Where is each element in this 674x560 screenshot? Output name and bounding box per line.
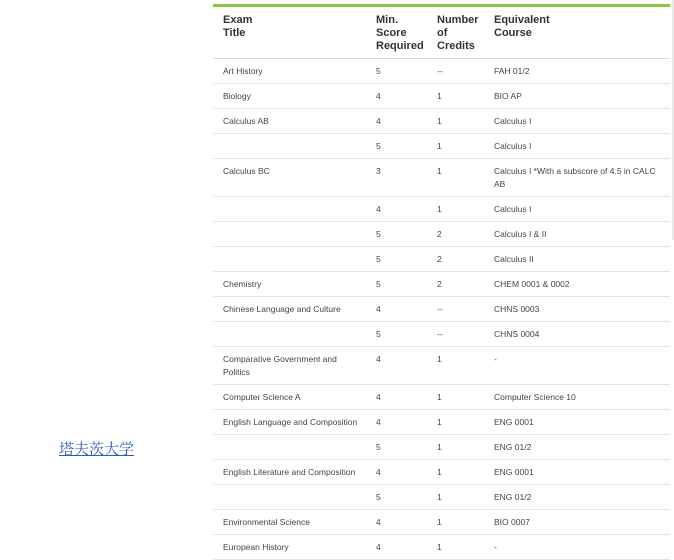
cell-min-score: 5 [366, 272, 427, 297]
table-row [213, 385, 670, 410]
cell-equivalent-course: Calculus I *With a subscore of 4.5 in CALC AB [484, 159, 670, 197]
cell-min-score: 5 [366, 322, 427, 347]
cell-credits: 1 [427, 84, 484, 109]
cell-credits: 1 [427, 485, 484, 510]
cell-equivalent-course: ENG 0001 [484, 410, 670, 435]
table-row [213, 247, 670, 272]
header-credits-line-1: Number [437, 14, 479, 26]
cell-exam-title: English Literature and Composition [213, 460, 366, 485]
cell-exam-title: Chemistry [213, 272, 366, 297]
cell-min-score: 5 [366, 222, 427, 247]
table-body [213, 59, 670, 560]
cell-equivalent-course: Calculus I [484, 109, 670, 134]
cell-min-score: 3 [366, 159, 427, 197]
cell-min-score: 4 [366, 197, 427, 222]
cell-exam-title: Environmental Science [213, 510, 366, 535]
cell-min-score: 4 [366, 460, 427, 485]
cell-min-score: 4 [366, 84, 427, 109]
cell-credits: 2 [427, 272, 484, 297]
table-row [213, 134, 670, 159]
cell-exam-title: Art History [213, 59, 366, 84]
cell-min-score: 4 [366, 385, 427, 410]
cell-exam-title: Computer Science A [213, 385, 366, 410]
cell-min-score: 4 [366, 109, 427, 134]
cell-exam-title [213, 134, 366, 159]
cell-equivalent-course: CHNS 0004 [484, 322, 670, 347]
cell-equivalent-course: ENG 01/2 [484, 485, 670, 510]
table-row [213, 322, 670, 347]
cell-credits: -- [427, 297, 484, 322]
cell-credits: 1 [427, 159, 484, 197]
cell-equivalent-course: ENG 01/2 [484, 435, 670, 460]
header-exam-title-line-1: Exam [223, 14, 253, 26]
header-min-score-line-1: Min. [376, 14, 398, 26]
cell-min-score: 4 [366, 297, 427, 322]
cell-equivalent-course: CHNS 0003 [484, 297, 670, 322]
header-equivalent-course-line-1: Equivalent [494, 14, 550, 26]
cell-credits: 1 [427, 460, 484, 485]
cell-exam-title [213, 435, 366, 460]
cell-exam-title: English Language and Composition [213, 410, 366, 435]
cell-credits: 2 [427, 247, 484, 272]
cell-equivalent-course: BIO AP [484, 84, 670, 109]
table-row [213, 84, 670, 109]
cell-credits: 1 [427, 197, 484, 222]
cell-equivalent-course: Calculus I [484, 197, 670, 222]
ap-credit-table [213, 7, 670, 560]
header-equivalent-course-line-2: Course [494, 27, 532, 39]
cell-exam-title: Chinese Language and Culture [213, 297, 366, 322]
cell-credits: 1 [427, 385, 484, 410]
cell-exam-title: Comparative Government and Politics [213, 347, 366, 385]
table-row [213, 297, 670, 322]
header-credits-line-2: of [437, 27, 448, 39]
cell-credits: 2 [427, 222, 484, 247]
cell-credits: 1 [427, 535, 484, 560]
header-exam-title-line-2: Title [223, 27, 246, 39]
cell-credits: -- [427, 59, 484, 84]
table-row [213, 510, 670, 535]
cell-equivalent-course: Calculus I [484, 134, 670, 159]
cell-equivalent-course: BIO 0007 [484, 510, 670, 535]
header-exam-title [213, 7, 366, 59]
cell-equivalent-course: Calculus I & II [484, 222, 670, 247]
header-credits [427, 7, 484, 59]
cell-min-score: 4 [366, 510, 427, 535]
cell-equivalent-course: FAH 01/2 [484, 59, 670, 84]
cell-min-score: 4 [366, 410, 427, 435]
cell-min-score: 4 [366, 535, 427, 560]
ap-credit-table-container [213, 4, 670, 560]
table-row [213, 197, 670, 222]
table-row [213, 535, 670, 560]
header-equivalent-course [484, 7, 670, 59]
cell-credits: -- [427, 322, 484, 347]
cell-credits: 1 [427, 347, 484, 385]
cell-equivalent-course: CHEM 0001 & 0002 [484, 272, 670, 297]
table-row [213, 410, 670, 435]
cell-equivalent-course: ENG 0001 [484, 460, 670, 485]
table-row [213, 460, 670, 485]
cell-equivalent-course: - [484, 347, 670, 385]
cell-credits: 1 [427, 510, 484, 535]
table-row [213, 347, 670, 385]
cell-exam-title [213, 247, 366, 272]
cell-min-score: 5 [366, 435, 427, 460]
cell-equivalent-course: - [484, 535, 670, 560]
table-row [213, 59, 670, 84]
header-min-score [366, 7, 427, 59]
cell-exam-title: European History [213, 535, 366, 560]
tufts-university-link[interactable]: 塔夫茨大学 [59, 440, 135, 458]
header-min-score-line-3: Required [376, 40, 424, 52]
cell-exam-title [213, 485, 366, 510]
table-row [213, 435, 670, 460]
cell-exam-title: Calculus BC [213, 159, 366, 197]
cell-min-score: 5 [366, 59, 427, 84]
table-row [213, 222, 670, 247]
cell-exam-title [213, 322, 366, 347]
cell-equivalent-course: Calculus II [484, 247, 670, 272]
table-header-row [213, 7, 670, 59]
cell-exam-title [213, 197, 366, 222]
cell-min-score: 5 [366, 247, 427, 272]
cell-exam-title: Biology [213, 84, 366, 109]
cell-credits: 1 [427, 435, 484, 460]
cell-min-score: 5 [366, 485, 427, 510]
table-row [213, 159, 670, 197]
header-credits-line-3: Credits [437, 40, 475, 52]
cell-exam-title [213, 222, 366, 247]
table-row [213, 272, 670, 297]
cell-credits: 1 [427, 410, 484, 435]
cell-min-score: 5 [366, 134, 427, 159]
cell-credits: 1 [427, 109, 484, 134]
cell-credits: 1 [427, 134, 484, 159]
cell-min-score: 4 [366, 347, 427, 385]
cell-equivalent-course: Computer Science 10 [484, 385, 670, 410]
header-min-score-line-2: Score [376, 27, 407, 39]
cell-exam-title: Calculus AB [213, 109, 366, 134]
table-row [213, 485, 670, 510]
table-row [213, 109, 670, 134]
